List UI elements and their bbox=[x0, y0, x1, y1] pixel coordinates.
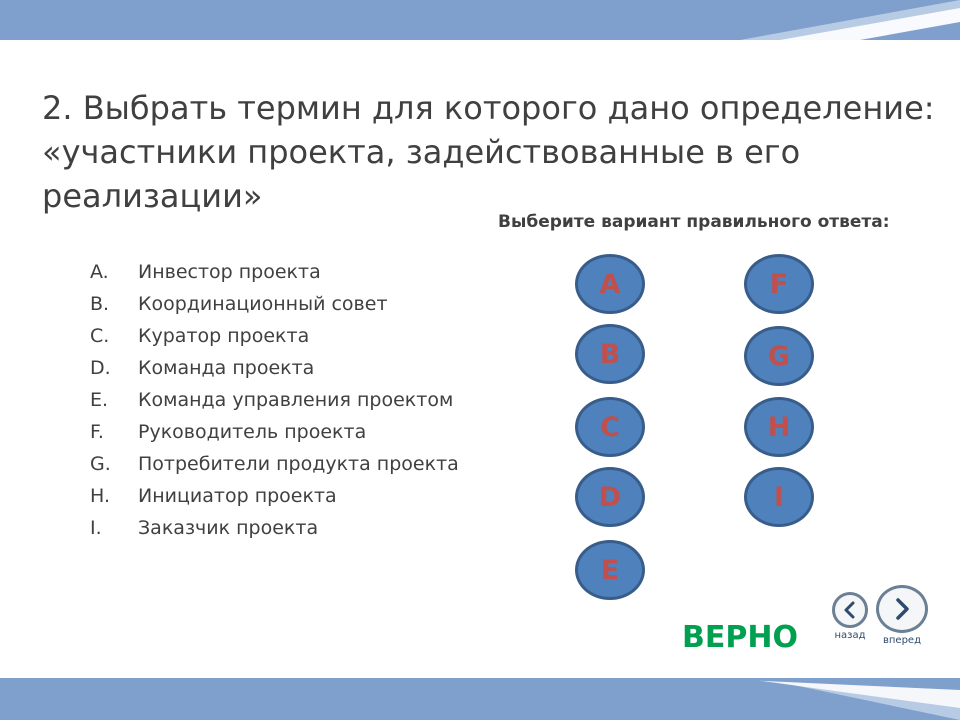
back-label: назад bbox=[834, 630, 866, 641]
question-line-3: реализации» bbox=[42, 177, 263, 215]
option-item bbox=[90, 448, 459, 480]
option-item bbox=[90, 288, 459, 320]
answer-button-f[interactable]: F bbox=[744, 254, 814, 314]
answer-prompt: Выберите вариант правильного ответа: bbox=[498, 212, 890, 232]
option-text: Потребители продукта проекта bbox=[138, 453, 459, 475]
option-letter: A. bbox=[90, 261, 109, 283]
option-item bbox=[90, 320, 459, 352]
option-letter: B. bbox=[90, 293, 110, 315]
option-item bbox=[90, 384, 459, 416]
option-letter: I. bbox=[90, 517, 102, 539]
option-item bbox=[90, 352, 459, 384]
answer-button-d[interactable]: D bbox=[575, 467, 645, 527]
question-line-1: 2. Выбрать термин для которого дано определение: bbox=[42, 89, 935, 127]
option-letter: H. bbox=[90, 485, 110, 507]
question-line-2: «участники проекта, задействованные в его bbox=[42, 133, 801, 171]
verdict-label: ВЕРНО bbox=[682, 620, 798, 655]
chevron-left-icon bbox=[832, 592, 868, 628]
option-letter: E. bbox=[90, 389, 109, 411]
option-letter: C. bbox=[90, 325, 110, 347]
option-text: Руководитель проекта bbox=[138, 421, 367, 443]
bottom-band bbox=[0, 678, 960, 720]
option-item bbox=[90, 416, 459, 448]
answer-button-c[interactable]: C bbox=[575, 397, 645, 457]
option-text: Команда проекта bbox=[138, 357, 315, 379]
option-text: Координационный совет bbox=[138, 293, 388, 315]
option-item bbox=[90, 512, 459, 544]
forward-label: вперед bbox=[883, 635, 921, 646]
option-letter: F. bbox=[90, 421, 104, 443]
option-letter: G. bbox=[90, 453, 111, 475]
option-text: Заказчик проекта bbox=[138, 517, 319, 539]
top-band-decoration bbox=[0, 0, 960, 40]
answer-button-g[interactable]: G bbox=[744, 326, 814, 386]
answer-button-h[interactable]: H bbox=[744, 397, 814, 457]
chevron-right-icon bbox=[876, 585, 928, 633]
top-band bbox=[0, 0, 960, 40]
option-text: Куратор проекта bbox=[138, 325, 310, 347]
options-list bbox=[90, 256, 459, 544]
answer-button-a[interactable]: A bbox=[575, 254, 645, 314]
bottom-band-decoration bbox=[0, 678, 960, 720]
answer-button-b[interactable]: B bbox=[575, 324, 645, 384]
option-text: Инициатор проекта bbox=[138, 485, 337, 507]
option-text: Инвестор проекта bbox=[138, 261, 321, 283]
forward-button[interactable] bbox=[876, 585, 928, 646]
option-text: Команда управления проектом bbox=[138, 389, 454, 411]
option-item bbox=[90, 256, 459, 288]
back-button[interactable] bbox=[832, 592, 868, 641]
question-title bbox=[42, 86, 935, 218]
answer-button-i[interactable]: I bbox=[744, 467, 814, 527]
option-letter: D. bbox=[90, 357, 111, 379]
option-item bbox=[90, 480, 459, 512]
answer-button-e[interactable]: E bbox=[575, 540, 645, 600]
